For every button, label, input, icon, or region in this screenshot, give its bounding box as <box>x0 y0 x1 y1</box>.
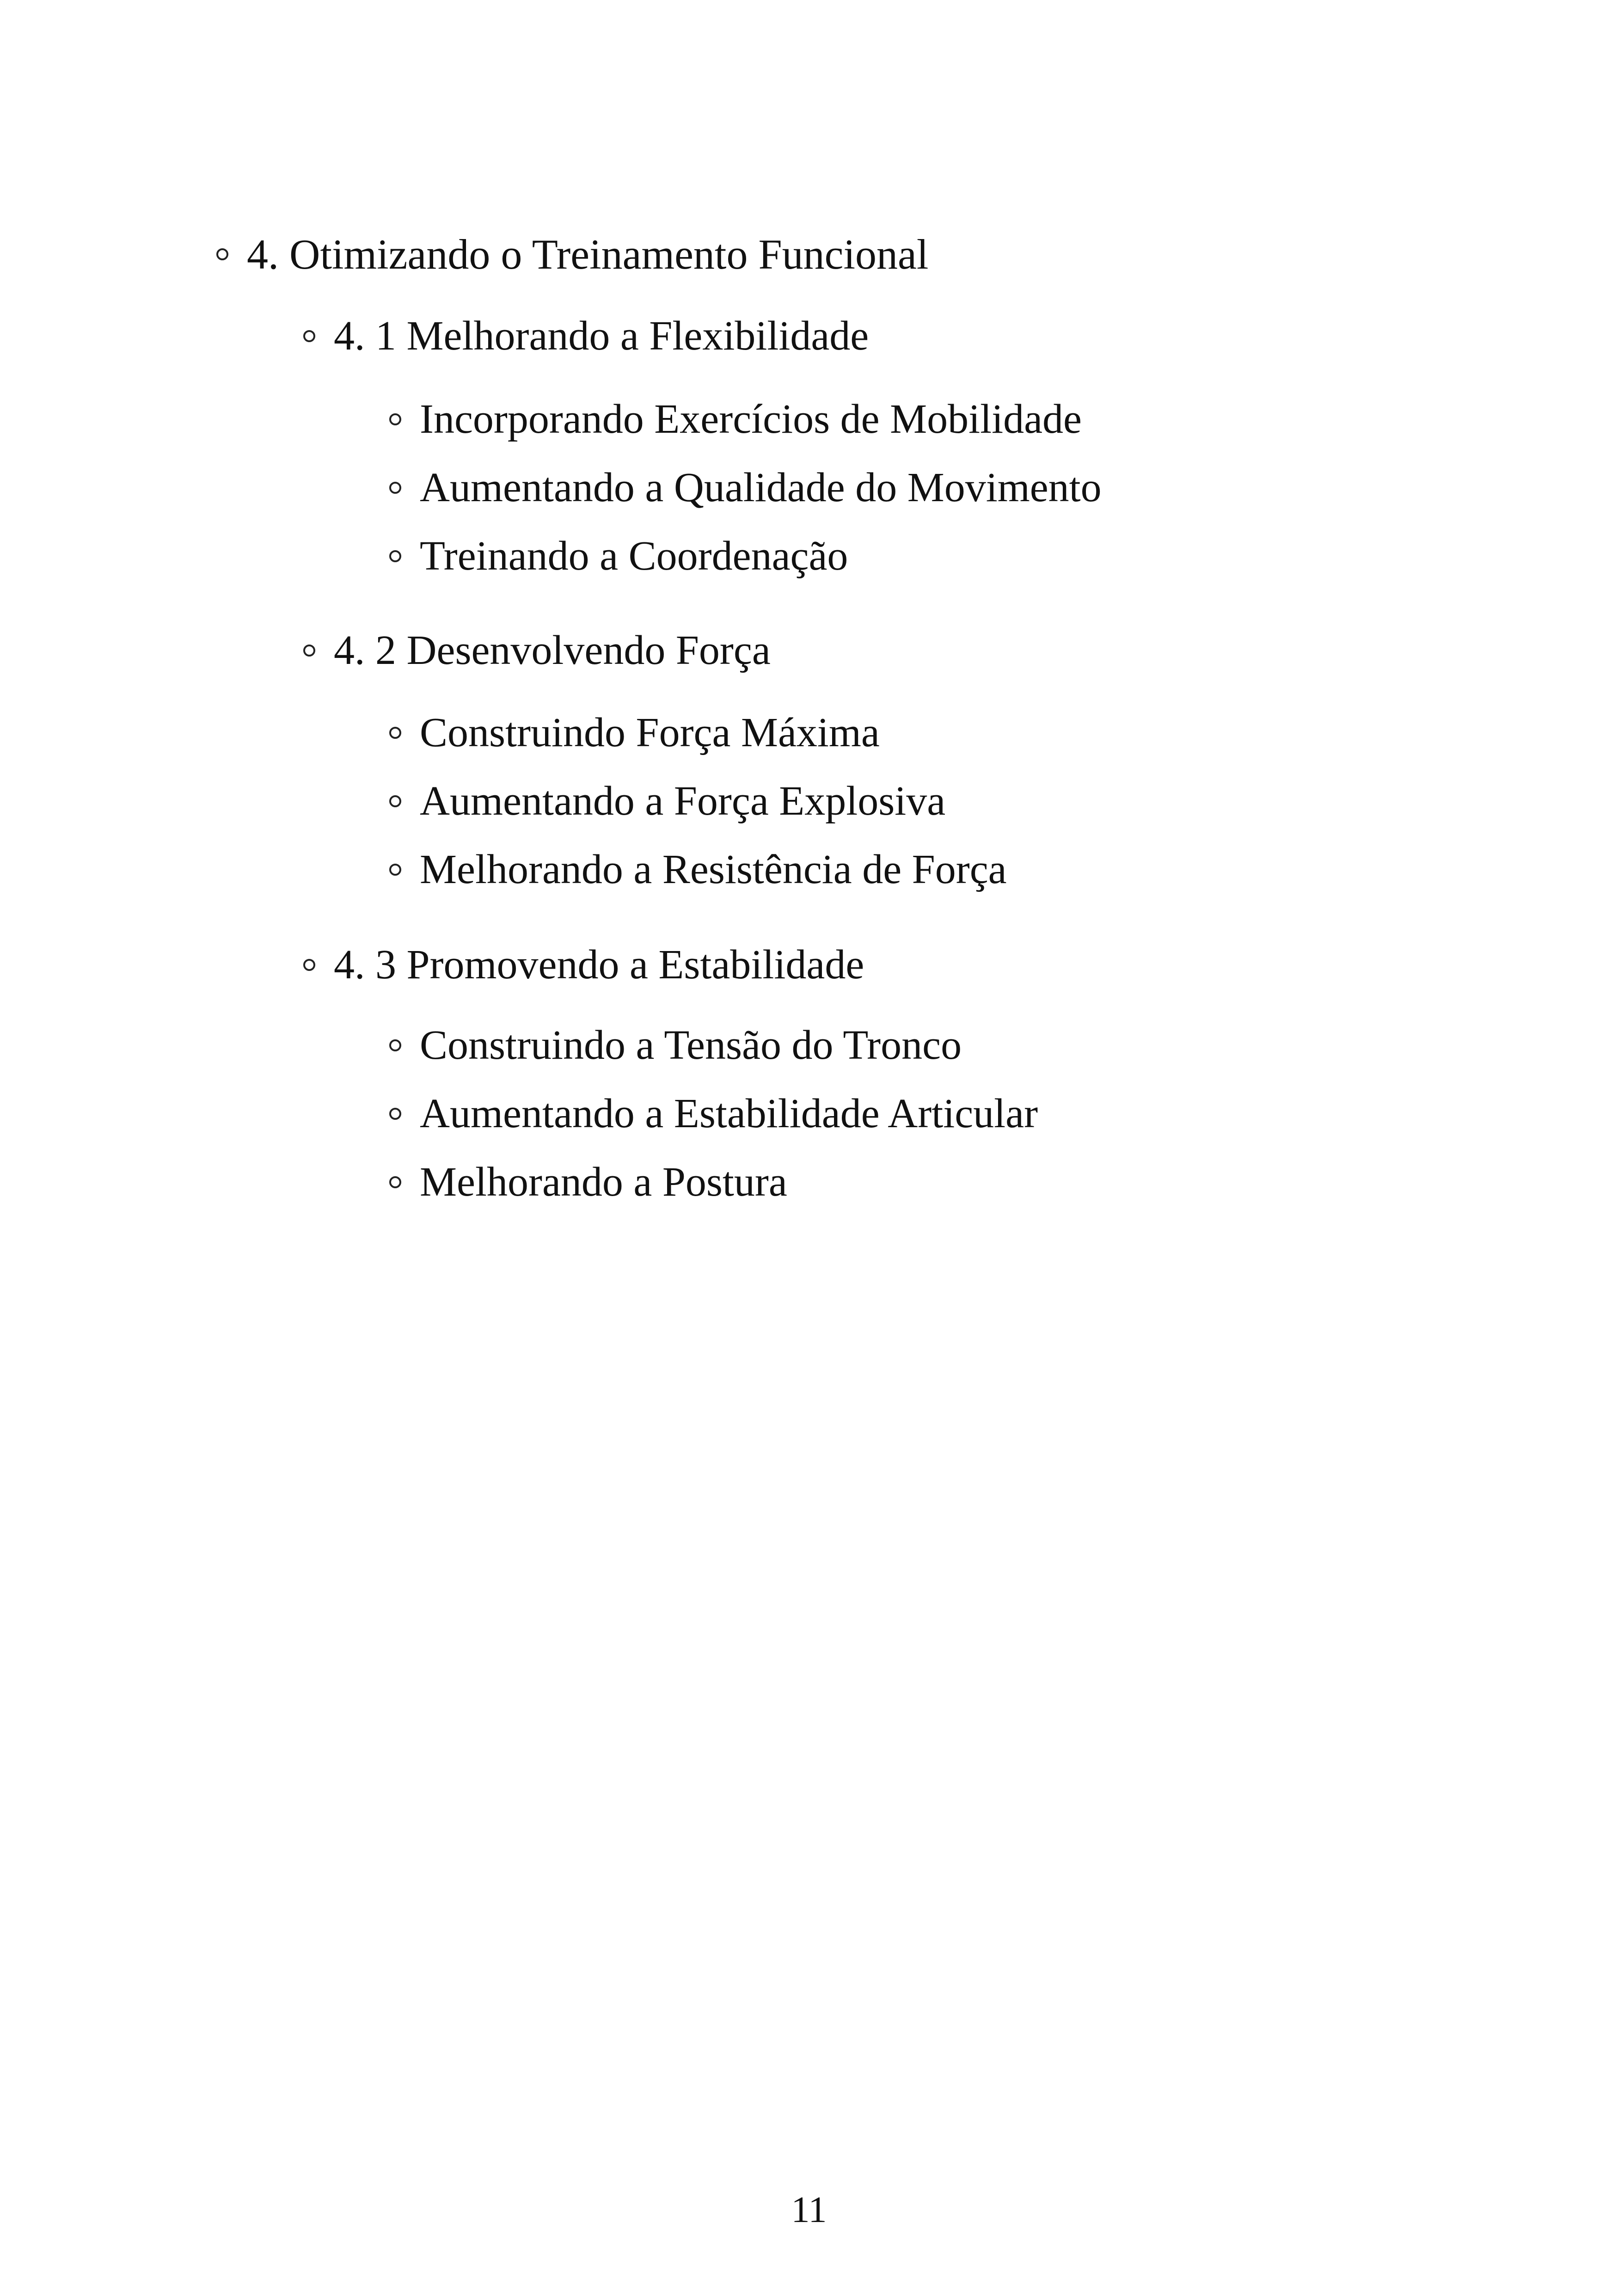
outline-item <box>389 776 945 827</box>
outline-item <box>389 844 1007 895</box>
chapter-title: 4. Otimizando o Treinamento Funcional <box>247 231 929 278</box>
hollow-circle-icon <box>303 330 315 342</box>
outline-item <box>389 1088 1038 1139</box>
hollow-circle-icon <box>389 727 401 739</box>
hollow-circle-icon <box>303 645 315 657</box>
section-title: 4. 2 Desenvolvendo Força <box>334 627 771 673</box>
hollow-circle-icon <box>389 795 401 807</box>
hollow-circle-icon <box>389 864 401 876</box>
outline-item <box>389 707 880 758</box>
item-label: Melhorando a Resistência de Força <box>420 847 1007 892</box>
hollow-circle-icon <box>389 482 401 494</box>
section-title: 4. 1 Melhorando a Flexibilidade <box>334 313 869 359</box>
outline-section <box>303 939 864 990</box>
item-label: Aumentando a Força Explosiva <box>420 778 946 824</box>
outline-chapter <box>216 229 928 280</box>
item-label: Treinando a Coordenação <box>420 533 848 579</box>
item-label: Construindo a Tensão do Tronco <box>420 1022 962 1068</box>
item-label: Aumentando a Qualidade do Movimento <box>420 465 1102 510</box>
hollow-circle-icon <box>389 1176 401 1188</box>
outline-section <box>303 311 869 362</box>
hollow-circle-icon <box>389 550 401 562</box>
item-label: Incorporando Exercícios de Mobilidade <box>420 396 1082 442</box>
outline-item <box>389 394 1082 445</box>
hollow-circle-icon <box>389 1039 401 1051</box>
hollow-circle-icon <box>389 1108 401 1120</box>
outline-item <box>389 1020 962 1071</box>
hollow-circle-icon <box>303 959 315 971</box>
item-label: Aumentando a Estabilidade Articular <box>420 1091 1038 1136</box>
item-label: Construindo Força Máxima <box>420 710 880 755</box>
section-title: 4. 3 Promovendo a Estabilidade <box>334 942 864 988</box>
hollow-circle-icon <box>389 413 401 425</box>
outline-section <box>303 625 771 676</box>
hollow-circle-icon <box>216 248 228 260</box>
outline-item <box>389 531 848 582</box>
outline-item <box>389 1157 787 1208</box>
item-label: Melhorando a Postura <box>420 1159 787 1205</box>
outline-item <box>389 462 1102 513</box>
page-number: 11 <box>791 2190 827 2230</box>
